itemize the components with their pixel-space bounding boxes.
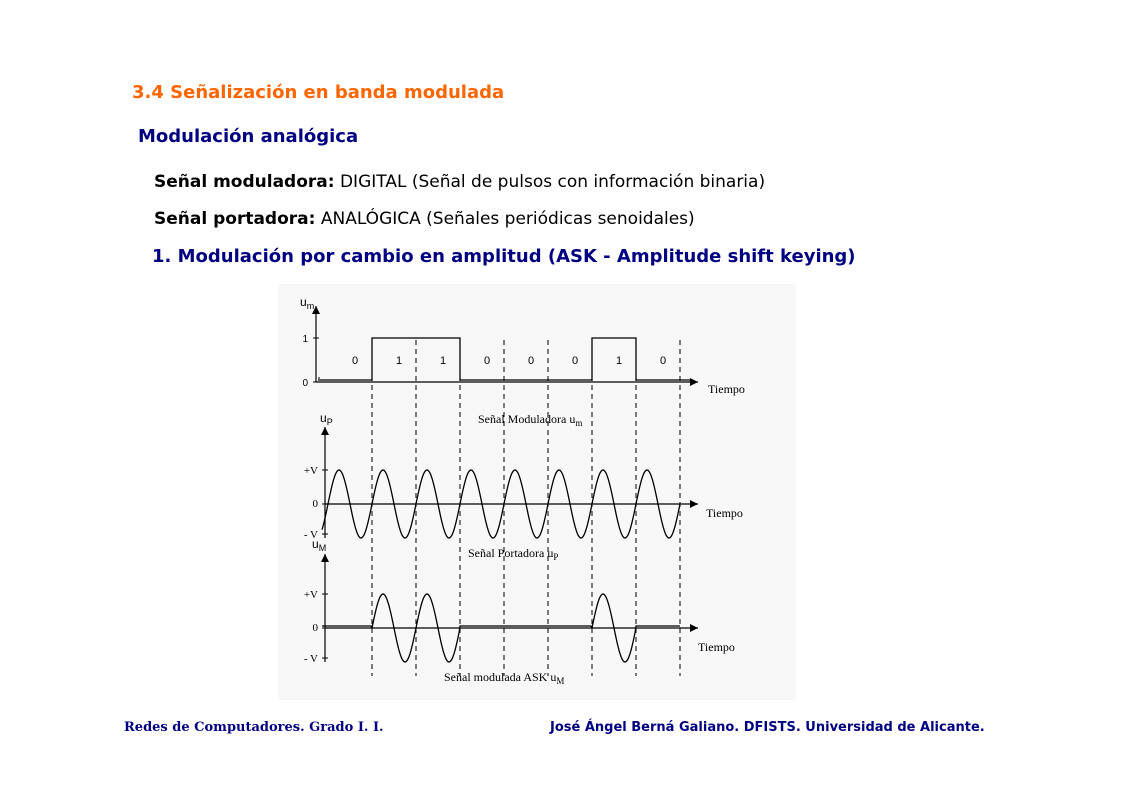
modulated-y-arrow (321, 554, 329, 562)
bit-label: 0 (571, 355, 579, 367)
um-axis-label: $u_m$ (300, 295, 315, 311)
bit-label: 1 (395, 355, 403, 367)
bit-label: 0 (483, 355, 491, 367)
modulated-caption: Señal modulada ASK $u_M$ (444, 670, 565, 686)
uM-tick-neg: - V (303, 653, 318, 665)
modulating-caption: Señal Moduladora $u_m$ (478, 412, 583, 428)
um-tick-high: 1 (302, 334, 308, 345)
um-tick-zero: 0 (302, 378, 308, 389)
time-label-1: Tiempo (708, 382, 745, 396)
section-title: 3.4 Señalización en banda modulada (132, 82, 505, 103)
bit-label: 0 (659, 355, 667, 367)
up-tick-neg: - V (303, 529, 318, 541)
bit-label: 0 (351, 355, 359, 367)
time-label-3: Tiempo (698, 640, 735, 654)
portadora-text: ANALÓGICA (Señales periódicas senoidales) (320, 209, 695, 229)
moduladora-text: DIGITAL (Señal de pulsos con información binaria) (339, 172, 766, 192)
bit-label: 0 (527, 355, 535, 367)
footer-author: José Ángel Berná Galiano. DFISTS. Universidad de Alicante. (550, 720, 985, 735)
uM-tick-pos: +V (303, 589, 318, 601)
up-tick-zero: 0 (312, 498, 318, 510)
subsection-title: Modulación analógica (138, 126, 359, 147)
ask-heading: 1. Modulación por cambio en amplitud (ASK - Amplitude shift keying) (152, 246, 856, 267)
carrier-caption: Señal Portadora $u_P$ (468, 546, 559, 562)
footer-course: Redes de Computadores. Grado I. I. (124, 720, 384, 735)
up-tick-pos: +V (303, 465, 318, 477)
bit-label: 1 (439, 355, 447, 367)
bit-label: 1 (615, 355, 623, 367)
moduladora-label: Señal moduladora: (154, 172, 335, 192)
uM-axis-label: $u_M$ (312, 537, 327, 553)
carrier-y-arrow (321, 427, 329, 435)
time-label-2: Tiempo (706, 506, 743, 520)
carrier-x-arrow (690, 500, 698, 508)
moduladora-line (154, 172, 765, 192)
portadora-label: Señal portadora: (154, 209, 316, 229)
portadora-line (154, 209, 695, 229)
modulating-x-arrow (690, 378, 698, 386)
modulated-x-arrow (690, 624, 698, 632)
ask-diagram (278, 284, 796, 700)
ask-diagram-svg (278, 284, 796, 700)
uM-tick-zero: 0 (312, 622, 318, 634)
up-axis-label: $u_P$ (320, 411, 333, 427)
